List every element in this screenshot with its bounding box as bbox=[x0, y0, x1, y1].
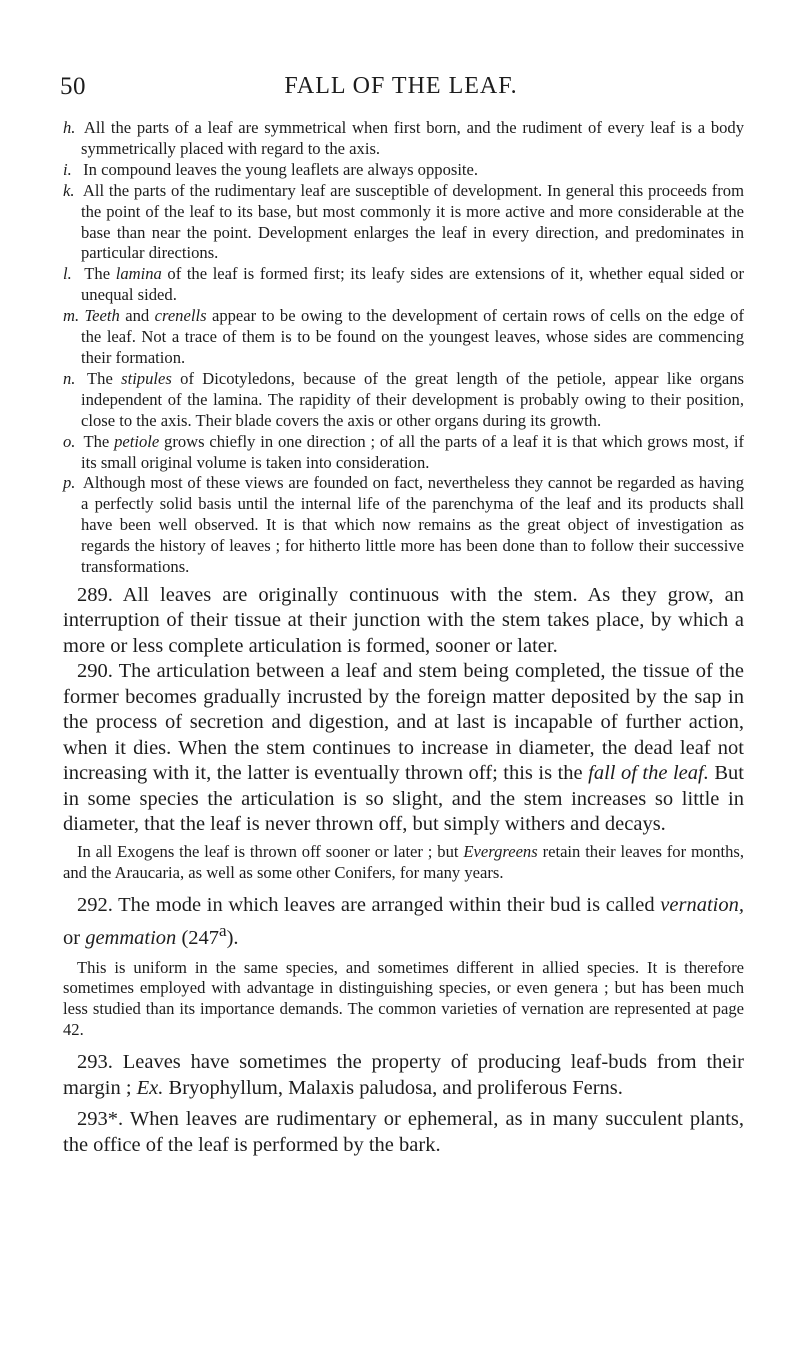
note-text: In compound leaves the young leaflets are always opposite. bbox=[83, 159, 479, 179]
note-p bbox=[63, 473, 744, 578]
paragraph-292 bbox=[63, 893, 744, 952]
note-text: All the parts of the rudimentary leaf are susceptible of development. In general this proceeds from the point of the leaf to its base, but most commonly it is more active and more considerable at the base than near the point. Development enlarges the leaf in every direction, and predominates in particular directions. bbox=[81, 180, 744, 263]
paragraph-end: ). bbox=[226, 927, 239, 950]
note-letter: o. bbox=[63, 431, 76, 451]
note-pre: The bbox=[87, 368, 122, 388]
paragraph-289 bbox=[63, 583, 744, 660]
remark-text-2: retain their leaves for months, and the Araucaria, as well as some other Conifers, for many years. bbox=[63, 841, 745, 882]
paragraph-number: 293*. bbox=[77, 1108, 124, 1131]
paragraph-text: Leaves have sometimes the property of producing leaf-buds from their margin ; bbox=[63, 1051, 745, 1099]
remark-290 bbox=[63, 842, 744, 884]
note-o bbox=[63, 432, 744, 474]
note-term-2: crenells bbox=[154, 306, 207, 326]
page-content bbox=[63, 118, 744, 1158]
note-h bbox=[63, 118, 744, 160]
paragraph-text: The articulation between a leaf and stem being completed, the tissue of the former becomes gradually incrusted by the foreign matter deposited by the sap in the process of secretion and digestion, and at last is incapable of further action, when it dies. When the stem continues to increase in diameter, the dead leaf not increasing with it, the latter is eventually thrown off; this is the bbox=[63, 660, 744, 785]
note-i bbox=[63, 160, 744, 181]
remark-term: Evergreens bbox=[463, 841, 538, 861]
note-text: of the leaf is formed first; its leafy sides are extensions of it, whether equal sided or unequal sided. bbox=[81, 264, 744, 305]
note-term: stipules bbox=[121, 368, 172, 388]
note-m bbox=[63, 306, 744, 369]
paragraph-text: The mode in which leaves are arranged within their bud is called bbox=[118, 893, 661, 916]
note-letter: i. bbox=[63, 159, 72, 179]
paragraph-293 bbox=[63, 1050, 744, 1101]
paragraph-term: vernation, bbox=[660, 893, 744, 916]
remark-292 bbox=[63, 958, 744, 1042]
paragraph-number: 293. bbox=[77, 1051, 113, 1074]
note-letter: n. bbox=[63, 368, 76, 388]
note-text: appear to be owing to the development of certain rows of cells on the edge of the leaf. Not a trace of them is to be found on the youngest leaves, whose sides are commencing their formation. bbox=[81, 306, 745, 367]
page-number: 50 bbox=[60, 73, 86, 100]
running-head bbox=[60, 73, 742, 103]
paragraph-example: Ex. bbox=[136, 1076, 164, 1099]
paragraph-293-star bbox=[63, 1107, 744, 1158]
paragraph-text-2: Bryophyllum, Malaxis paludosa, and proliferous Ferns. bbox=[163, 1076, 623, 1099]
note-n bbox=[63, 369, 744, 432]
note-text: of Dicotyledons, because of the great length of the petiole, appear like organs independent of the lamina. The rapidity of their development is probably owing to their position, close to the axis. Their blade covers the axis or other organs during its growth. bbox=[81, 368, 744, 430]
note-letter: l. bbox=[63, 264, 72, 284]
paragraph-text-2: But in some species the articulation is so slight, and the stem increases so little in diameter, that the leaf is never thrown off, but simply withers and decays. bbox=[63, 762, 744, 836]
running-title: FALL OF THE LEAF. bbox=[284, 73, 518, 99]
note-text: grows chiefly in one direction ; of all the parts of a leaf it is that which grows most, if its small original volume is taken into consideration. bbox=[81, 431, 744, 472]
note-text: Although most of these views are founded on fact, nevertheless they cannot be regarded as having a perfectly solid basis until the internal life of the parenchyma of the leaf and its products shall have been well observed. It is that which now remains as the great object of investigation as regards the history of leaves ; for hitherto little more has been done than to follow their successive transformations. bbox=[81, 473, 744, 577]
note-pre: The bbox=[83, 431, 115, 451]
note-l bbox=[63, 264, 744, 306]
paragraph-text: All leaves are originally continuous with the stem. As they grow, an interruption of their tissue at their junction with the stem takes place, by which a more or less complete articulation is formed, sooner or later. bbox=[63, 583, 744, 657]
note-letter: m. bbox=[63, 306, 80, 326]
note-text: All the parts of a leaf are symmetrical when first born, and the rudiment of every leaf is a body symmetrically placed with regard to the axis. bbox=[81, 118, 745, 158]
note-mid: and bbox=[119, 306, 155, 326]
note-term: petiole bbox=[114, 431, 160, 451]
remark-text: In all Exogens the leaf is thrown off sooner or later ; but bbox=[77, 841, 464, 861]
note-k bbox=[63, 181, 744, 265]
paragraph-term: fall of the leaf. bbox=[588, 762, 709, 785]
note-letter: h. bbox=[63, 118, 76, 137]
paragraph-term-2: gemmation bbox=[85, 927, 177, 950]
note-letter: p. bbox=[63, 473, 76, 493]
note-term: lamina bbox=[115, 264, 162, 284]
note-term: Teeth bbox=[84, 306, 120, 326]
paragraph-number: 289. bbox=[77, 583, 113, 606]
paragraph-ref: (247 bbox=[176, 927, 220, 950]
paragraph-number: 292. bbox=[77, 893, 113, 916]
note-letter: k. bbox=[63, 180, 75, 200]
paragraph-number: 290. bbox=[77, 660, 113, 683]
note-pre: The bbox=[84, 264, 116, 284]
paragraph-text: When leaves are rudimentary or ephemeral, as in many succulent plants, the office of the leaf is performed by the bark. bbox=[63, 1108, 744, 1156]
paragraph-mid: or bbox=[63, 927, 86, 950]
paragraph-290 bbox=[63, 659, 744, 838]
remark-text: This is uniform in the same species, and sometimes different in allied species. It is therefore sometimes employed with advantage in distinguishing species, or even genera ; but has been much less studied than its importance demands. The common varieties of vernation are represented at page 42. bbox=[63, 957, 744, 1040]
paragraph-ref-sup: a bbox=[219, 921, 227, 941]
